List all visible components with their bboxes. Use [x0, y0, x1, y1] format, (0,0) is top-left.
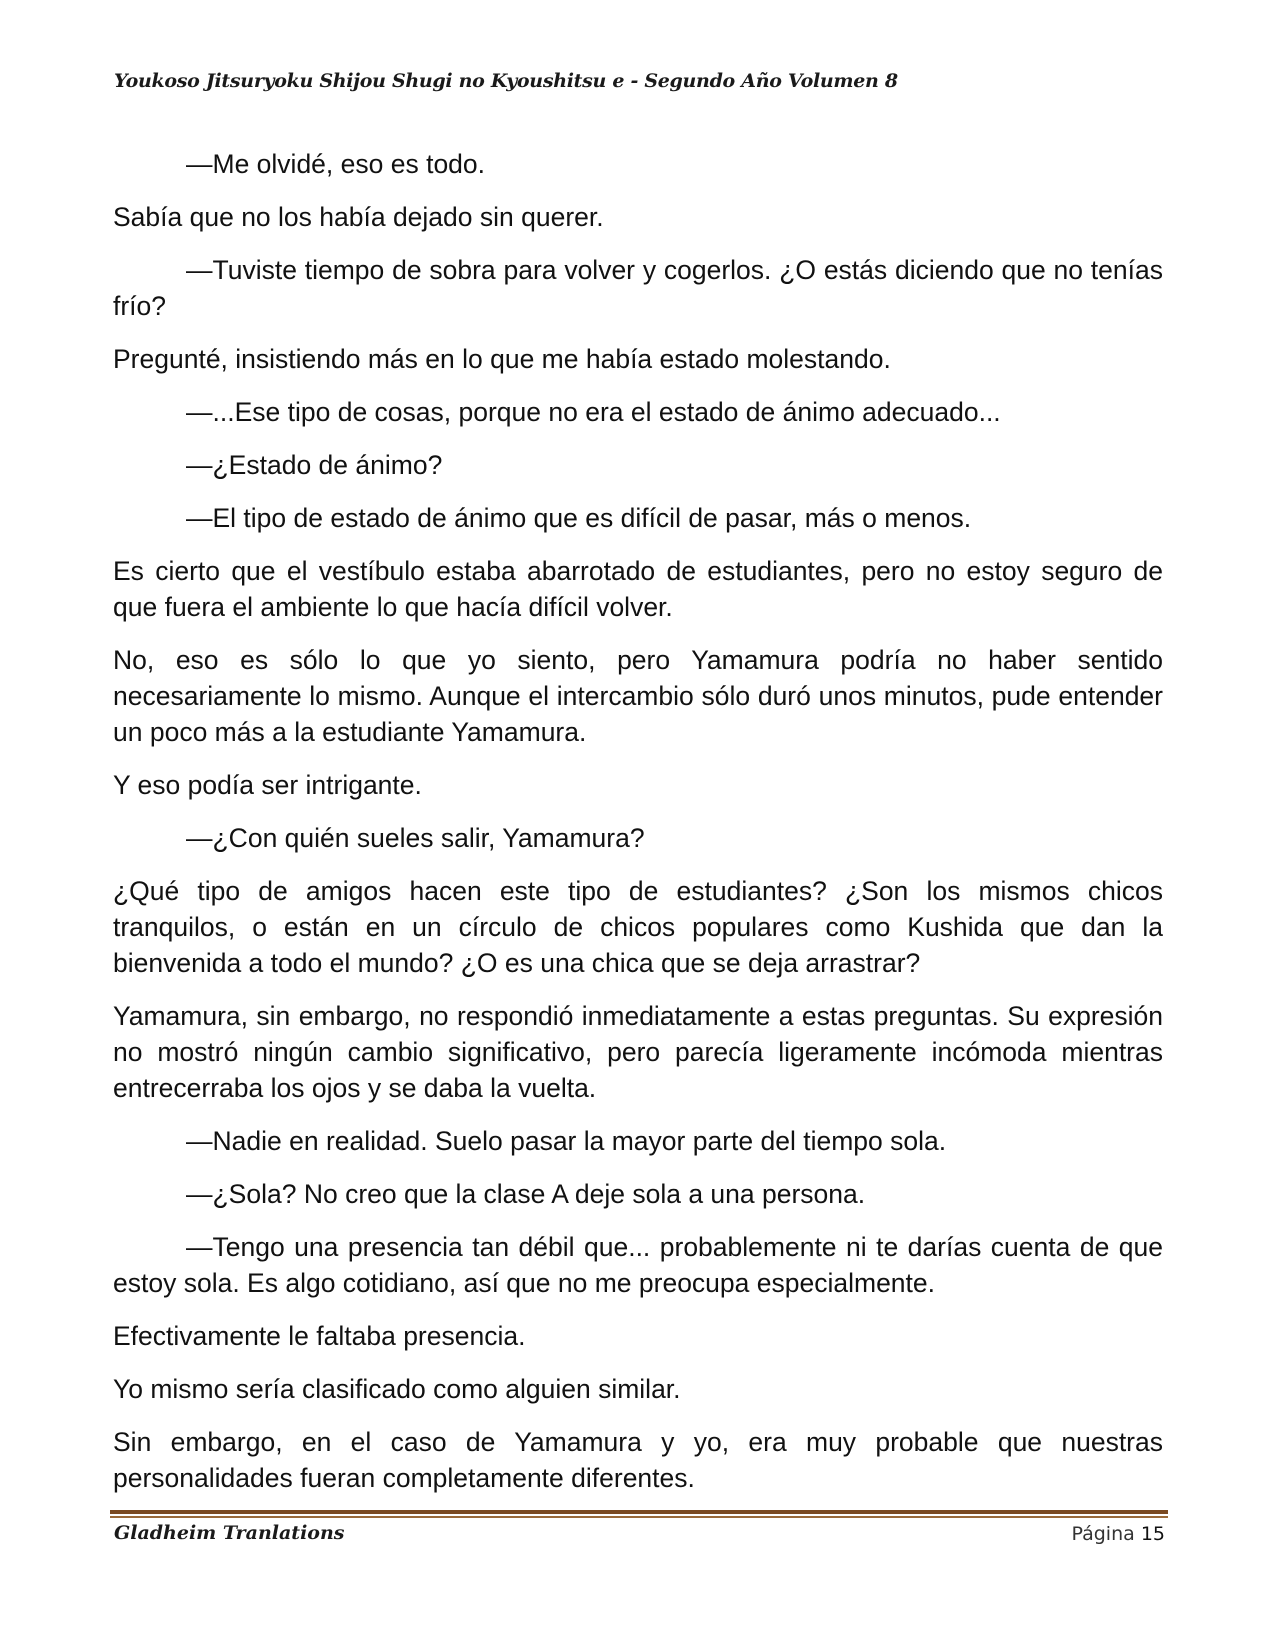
page-header-title: Youkoso Jitsuryoku Shijou Shugi no Kyoushitsu e - Segundo Año Volumen 8: [114, 70, 898, 92]
paragraph: —Nadie en realidad. Suelo pasar la mayor parte del tiempo sola.: [186, 1126, 947, 1156]
footer-divider: [110, 1510, 1168, 1518]
paragraph: —¿Sola? No creo que la clase A deje sola a una persona.: [186, 1179, 866, 1209]
paragraph: —¿Estado de ánimo?: [186, 450, 443, 480]
paragraph: Y eso podía ser intrigante.: [113, 770, 422, 800]
paragraph: Efectivamente le faltaba presencia.: [113, 1321, 526, 1351]
paragraph: Yo mismo sería clasificado como alguien similar.: [113, 1374, 681, 1404]
paragraph: —...Ese tipo de cosas, porque no era el estado de ánimo adecuado...: [186, 397, 1001, 427]
paragraph: —El tipo de estado de ánimo que es difícil de pasar, más o menos.: [186, 503, 972, 533]
paragraph: Pregunté, insistiendo más en lo que me había estado molestando.: [113, 344, 891, 374]
paragraph: Sin embargo, en el caso de Yamamura y yo, era muy probable que nuestras personalidades fueran completamente diferentes.: [113, 1427, 1163, 1493]
footer-divider-thick: [110, 1510, 1168, 1514]
page-body: [113, 146, 1163, 1513]
page-number: 15: [1140, 1523, 1165, 1545]
page-number-label: [1071, 1523, 1165, 1545]
footer-divider-thin: [110, 1516, 1168, 1518]
paragraph: No, eso es sólo lo que yo siento, pero Yamamura podría no haber sentido necesariamente lo mismo. Aunque el intercambio sólo duró unos minutos, pude entender un poco más a la estudiante Yamamura.: [113, 645, 1163, 747]
paragraph: —¿Con quién sueles salir, Yamamura?: [186, 823, 645, 853]
paragraph: —Tuviste tiempo de sobra para volver y cogerlos. ¿O estás diciendo que no tenías frío?: [113, 255, 1163, 321]
paragraph: —Tengo una presencia tan débil que... probablemente ni te darías cuenta de que estoy sola. Es algo cotidiano, así que no me preocupa especialmente.: [113, 1232, 1163, 1298]
paragraph: ¿Qué tipo de amigos hacen este tipo de estudiantes? ¿Son los mismos chicos tranquilos, o están en un círculo de chicos populares como Kushida que dan la bienvenida a todo el mundo? ¿O es una chica que se deja arrastrar?: [113, 876, 1163, 978]
paragraph: Sabía que no los había dejado sin querer.: [113, 202, 604, 232]
paragraph: Es cierto que el vestíbulo estaba abarrotado de estudiantes, pero no estoy seguro de que fuera el ambiente lo que hacía difícil volver.: [113, 556, 1163, 622]
footer-credit: Gladheim Tranlations: [114, 1522, 345, 1544]
paragraph: —Me olvidé, eso es todo.: [186, 149, 486, 179]
page-label: Página: [1071, 1523, 1135, 1545]
paragraph: Yamamura, sin embargo, no respondió inmediatamente a estas preguntas. Su expresión no mostró ningún cambio significativo, pero parecía ligeramente incómoda mientras entrecerraba los ojos y se daba la vuelta.: [113, 1001, 1163, 1103]
